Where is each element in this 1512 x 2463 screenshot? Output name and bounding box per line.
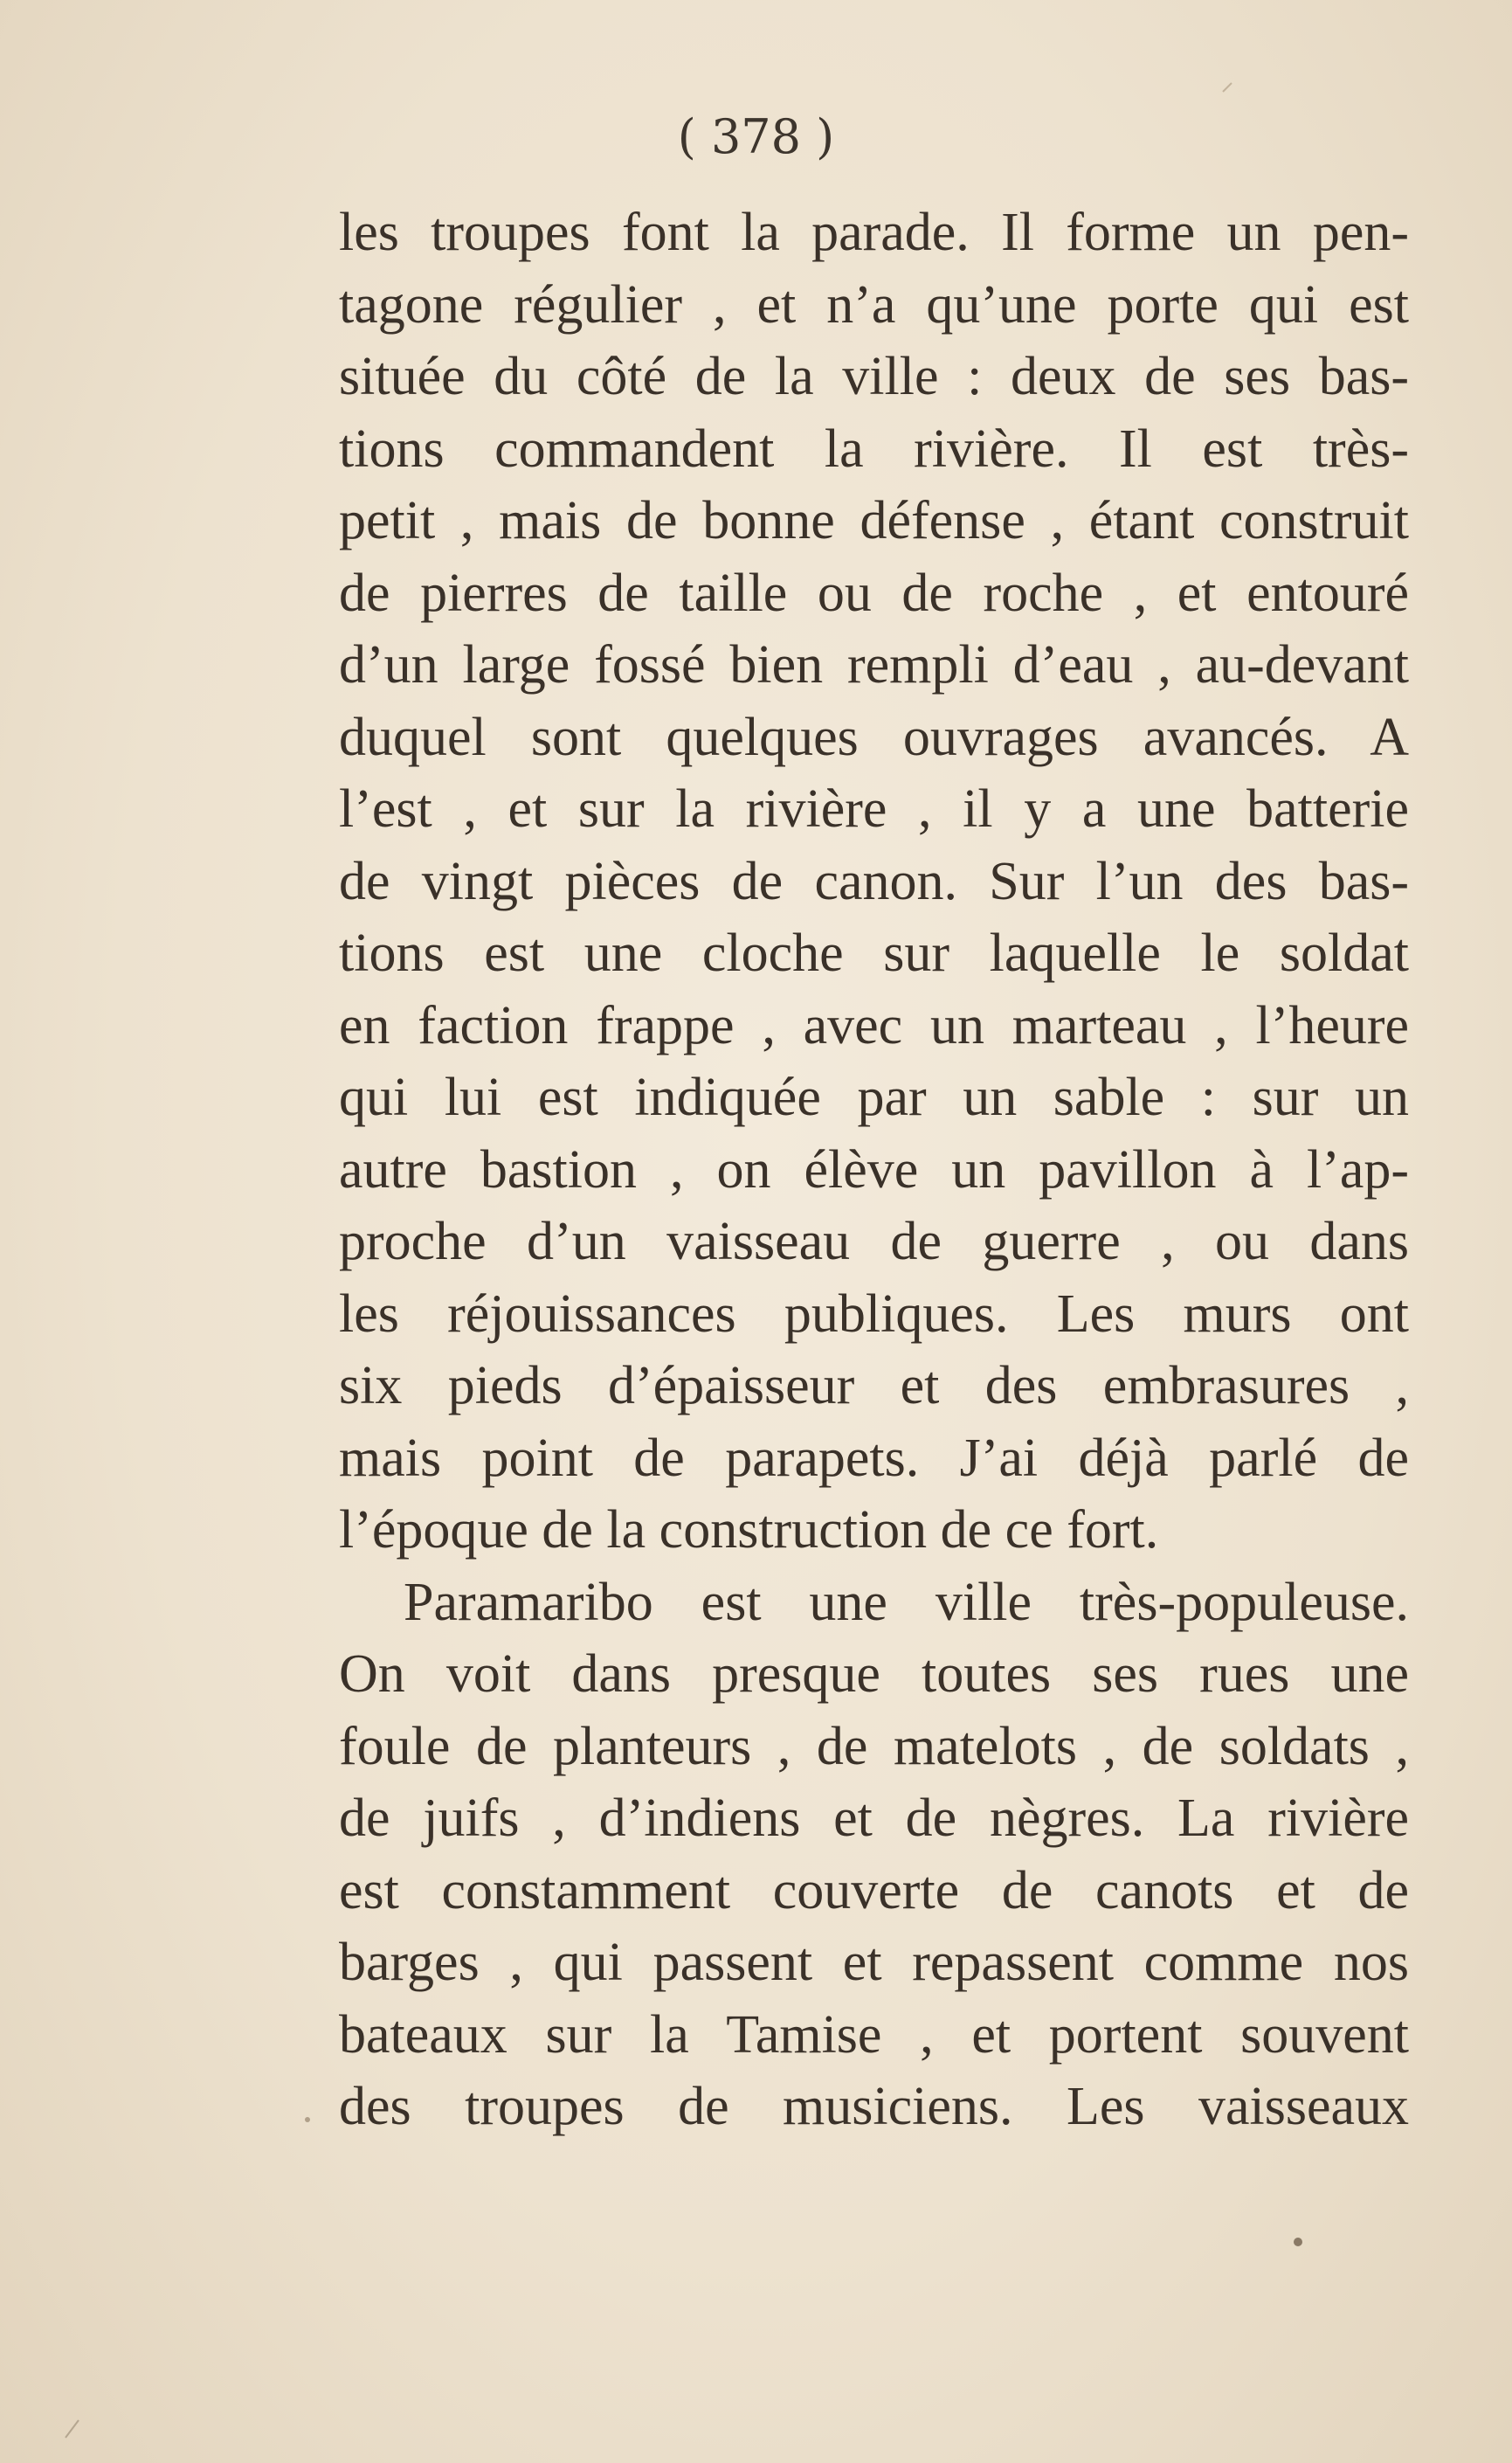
paper-mark bbox=[66, 2420, 79, 2438]
text-line: les réjouissances publiques. Les murs ont bbox=[339, 1283, 1409, 1344]
text-line: foule de planteurs , de matelots , de soldats , bbox=[339, 1716, 1409, 1776]
text-line: tagone régulier , et n’a qu’une porte qui est bbox=[339, 274, 1409, 335]
text-line: des troupes de musiciens. Les vaisseaux bbox=[339, 2077, 1409, 2136]
text-line: située du côté de la ville : deux de ses bas- bbox=[339, 347, 1409, 406]
text-line: l’époque de la construction de ce fort. bbox=[339, 1500, 1159, 1560]
paper-speck bbox=[305, 2117, 310, 2122]
text-line: bateaux sur la Tamise , et portent souvent bbox=[339, 2004, 1409, 2065]
text-line: six pieds d’épaisseur et des embrasures , bbox=[339, 1356, 1409, 1415]
text-line: de pierres de taille ou de roche , et entouré bbox=[339, 563, 1409, 623]
text-line: duquel sont quelques ouvrages avancés. A bbox=[339, 707, 1409, 767]
text-line: tions commandent la rivière. Il est très- bbox=[339, 419, 1409, 479]
paragraph-first-line: Paramaribo est une ville très-populeuse. bbox=[404, 1572, 1409, 1632]
text-line: de juifs , d’indiens et de nègres. La rivière bbox=[339, 1788, 1409, 1848]
text-line: proche d’un vaisseau de guerre , ou dans bbox=[339, 1212, 1409, 1271]
text-line: d’un large fossé bien rempli d’eau , au-devant bbox=[339, 635, 1409, 695]
text-line: de vingt pièces de canon. Sur l’un des bas- bbox=[339, 851, 1409, 911]
text-line: On voit dans presque toutes ses rues une bbox=[339, 1644, 1409, 1704]
text-line: l’est , et sur la rivière , il y a une batterie bbox=[339, 779, 1409, 839]
paper-speck bbox=[1294, 2238, 1302, 2246]
text-line: petit , mais de bonne défense , étant construit bbox=[339, 491, 1409, 550]
text-line: qui lui est indiquée par un sable : sur un bbox=[339, 1068, 1409, 1127]
text-line: est constamment couverte de canots et de bbox=[339, 1860, 1409, 1920]
text-line: les troupes font la parade. Il forme un pen- bbox=[339, 203, 1409, 262]
text-line: en faction frappe , avec un marteau , l’heure bbox=[339, 995, 1409, 1055]
text-line: mais point de parapets. J’ai déjà parlé de bbox=[339, 1428, 1409, 1488]
text-line: autre bastion , on élève un pavillon à l’ap- bbox=[339, 1139, 1409, 1200]
paper-mark bbox=[1223, 83, 1232, 92]
text-line: barges , qui passent et repassent comme nos bbox=[339, 1933, 1409, 1992]
page-number: ( 378 ) bbox=[677, 109, 835, 164]
text-line: tions est une cloche sur laquelle le soldat bbox=[339, 924, 1409, 983]
